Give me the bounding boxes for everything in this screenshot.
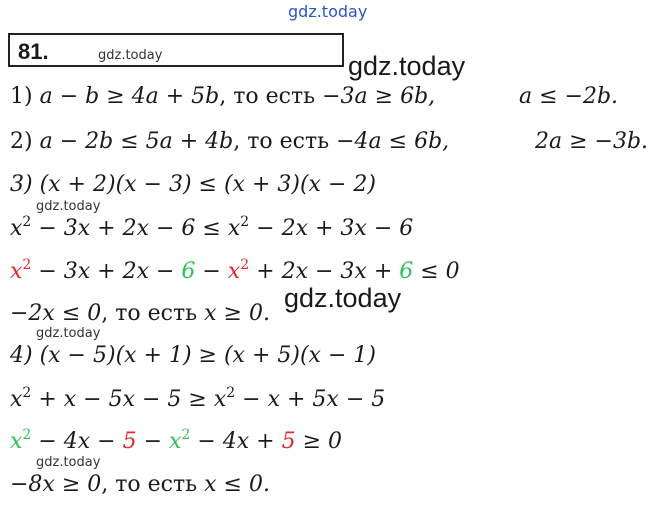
line-5-p2: − 3x + 2x − xyxy=(31,259,182,284)
line-5-x-red: x xyxy=(10,259,23,284)
line-8-sup-1: 2 xyxy=(22,385,32,401)
line-8-a: x xyxy=(10,387,23,412)
line-5-six-green-1: 6 xyxy=(181,259,196,284)
line-1-text: , то есть xyxy=(219,84,323,109)
line-9-five-red-1: 5 xyxy=(122,429,137,454)
line-9-p6: − 4x + xyxy=(190,429,282,454)
line-3-text: 3) (x + 2)(x − 3) ≤ (x + 3)(x − 2) xyxy=(10,172,376,197)
line-6-expr2: x ≥ 0. xyxy=(204,301,270,326)
line-7-text: 4) (x − 5)(x + 1) ≥ (x + 5)(x − 1) xyxy=(10,343,376,368)
line-6-text: , то есть xyxy=(101,301,205,326)
line-1-prefix: 1) xyxy=(10,84,40,109)
line-5-p8: ≤ 0 xyxy=(413,259,460,284)
line-3 xyxy=(10,172,376,197)
watermark-big-1: gdz.today xyxy=(348,51,466,81)
line-2-expr: a − 2b ≤ 5a + 4b xyxy=(39,129,234,154)
line-1 xyxy=(10,84,435,109)
line-10-text: , то есть xyxy=(101,472,205,497)
watermark-box: gdz.today xyxy=(98,48,163,63)
line-9-p8: ≥ 0 xyxy=(295,429,343,454)
line-9-p2: − 4x − xyxy=(31,429,123,454)
line-1-result xyxy=(519,84,618,109)
watermark-small-3: gdz.today xyxy=(36,455,101,470)
line-2-prefix: 2) xyxy=(10,129,40,154)
line-8-sup-2: 2 xyxy=(226,385,236,401)
watermark-small-1: gdz.today xyxy=(36,199,101,214)
line-10-expr: −8x ≥ 0 xyxy=(10,472,102,497)
line-1-expr3: a ≤ −2b. xyxy=(519,84,619,109)
problem-number-box xyxy=(8,33,344,67)
line-4 xyxy=(10,216,413,241)
watermark-small-2: gdz.today xyxy=(36,326,101,341)
line-5-sup-red: 2 xyxy=(22,257,32,273)
line-10-expr2: x ≤ 0. xyxy=(204,472,270,497)
line-5-sup-red-2: 2 xyxy=(240,257,250,273)
line-4-a: x xyxy=(10,216,23,241)
line-9-x-green-2: x xyxy=(169,429,182,454)
line-9-x-green: x xyxy=(10,429,23,454)
watermark-top[interactable]: gdz.today xyxy=(288,2,368,21)
line-10 xyxy=(10,472,270,497)
line-9-five-red-2: 5 xyxy=(281,429,296,454)
line-5 xyxy=(10,259,460,284)
line-2 xyxy=(10,129,449,154)
line-6 xyxy=(10,301,270,326)
line-9-sup-green-2: 2 xyxy=(181,427,191,443)
line-2-text: , то есть xyxy=(233,129,337,154)
line-4-sup-1: 2 xyxy=(22,214,32,230)
line-4-b: − 3x + 2x − 6 ≤ x xyxy=(31,216,241,241)
line-2-result xyxy=(535,129,648,154)
line-7 xyxy=(10,343,376,368)
line-9-sup-green: 2 xyxy=(22,427,32,443)
line-4-sup-2: 2 xyxy=(240,214,250,230)
line-8 xyxy=(10,387,385,412)
line-5-x-red-2: x xyxy=(227,259,241,284)
problem-number: 81. xyxy=(18,39,49,64)
line-5-p4: − xyxy=(195,259,228,284)
watermark-big-2: gdz.today xyxy=(284,283,402,313)
line-9 xyxy=(10,429,342,454)
line-6-expr: −2x ≤ 0 xyxy=(10,301,102,326)
line-2-expr3: 2a ≥ −3b. xyxy=(535,129,649,154)
line-8-c: − x + 5x − 5 xyxy=(235,387,386,412)
line-1-expr2: −3a ≥ 6b, xyxy=(322,84,436,109)
line-8-b: + x − 5x − 5 ≥ x xyxy=(31,387,227,412)
line-1-expr: a − b ≥ 4a + 5b xyxy=(39,84,220,109)
line-2-expr2: −4a ≤ 6b, xyxy=(336,129,450,154)
line-5-six-green-2: 6 xyxy=(399,259,414,284)
line-5-p6: + 2x − 3x + xyxy=(249,259,400,284)
line-4-c: − 2x + 3x − 6 xyxy=(249,216,414,241)
line-9-p4: − xyxy=(136,429,170,454)
